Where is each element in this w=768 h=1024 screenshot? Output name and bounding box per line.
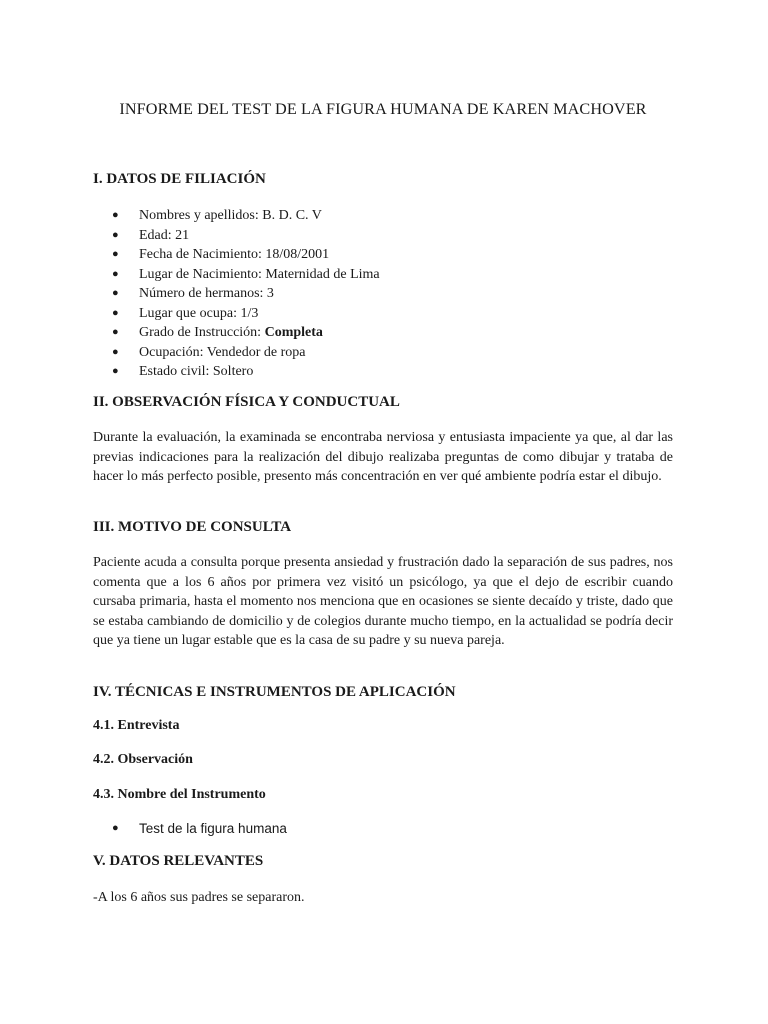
item-label: Ocupación: [139, 344, 204, 360]
section-heading-datos-relevantes: V. DATOS RELEVANTES [93, 853, 264, 869]
list-item [93, 206, 380, 226]
list-item [93, 284, 380, 304]
filiacion-list [93, 206, 380, 382]
list-item [93, 265, 380, 285]
motivo-paragraph: Paciente acuda a consulta porque presenta ansiedad y frustración dado la separación de sus padres, nos comenta que a los 6 años por primera vez visitó un psicólogo, ya que el dejo de escribir cuando cursaba primaria, hasta el momento nos menciona que en ocasiones se siente decaído y triste, dado que se estaba cambiando de domicilio y de colegios durante mucho tiempo, en la actualidad se podría decir que ya tiene un lugar estable que es la casa de su padre y su nueva pareja. [93, 555, 673, 649]
item-label: Fecha de Nacimiento: [139, 247, 262, 262]
item-label: Lugar que ocupa: [139, 305, 237, 321]
item-label: Número de hermanos: [139, 286, 264, 301]
bullet-icon: ● [112, 365, 119, 377]
bullet-icon: ● [112, 228, 119, 241]
subheading-instrumento: 4.3. Nombre del Instrumento [93, 787, 266, 802]
subheading-observacion: 4.2. Observación [93, 752, 193, 767]
item-value: 21 [175, 227, 190, 243]
datos-relevantes-text: -A los 6 años sus padres se separaron. [93, 890, 305, 905]
bullet-icon: ● [112, 306, 119, 319]
instrumento-list [93, 819, 287, 839]
bullet-icon: ● [112, 267, 119, 280]
item-value: Maternidad de Lima [265, 266, 380, 282]
section-heading-observacion: II. OBSERVACIÓN FÍSICA Y CONDUCTUAL [93, 394, 400, 410]
document-title: INFORME DEL TEST DE LA FIGURA HUMANA DE KAREN MACHOVER [119, 100, 647, 118]
bullet-icon: ● [112, 326, 119, 338]
item-label: Nombres y apellidos: [139, 208, 259, 223]
item-value: 18/08/2001 [265, 247, 330, 262]
item-value: 3 [266, 286, 274, 301]
document-page [93, 0, 673, 1024]
list-item [93, 819, 287, 839]
item-label: Grado de Instrucción: [139, 325, 262, 340]
list-item [93, 304, 380, 324]
bullet-icon: ● [112, 345, 119, 358]
section-heading-motivo-consulta: III. MOTIVO DE CONSULTA [93, 519, 292, 535]
item-value: Vendedor de ropa [206, 344, 306, 360]
item-value: Soltero [212, 364, 254, 379]
item-value: 1/3 [240, 305, 259, 321]
subheading-entrevista: 4.1. Entrevista [93, 718, 180, 733]
instrument-name: Test de la figura humana [139, 821, 287, 836]
section-heading-datos-filiacion: I. DATOS DE FILIACIÓN [93, 171, 266, 187]
list-item [93, 245, 380, 265]
bullet-icon: ● [112, 287, 119, 299]
item-label: Estado civil: [139, 364, 210, 379]
bullet-icon: ● [112, 822, 119, 834]
section-heading-tecnicas: IV. TÉCNICAS E INSTRUMENTOS DE APLICACIÓN [93, 684, 456, 700]
bullet-icon: ● [112, 209, 119, 221]
item-label: Lugar de Nacimiento: [139, 266, 262, 282]
observacion-paragraph: Durante la evaluación, la examinada se encontraba nerviosa y entusiasta impaciente ya que, al dar las previas indicaciones para la realización del dibujo realizaba preguntas de como dibujar y trataba de hacer lo más perfecto posible, presento más concentración en ver qué ambiente podría estar el dibujo. [93, 430, 673, 485]
list-item [93, 362, 380, 382]
item-label: Edad: [139, 227, 172, 243]
list-item [93, 323, 380, 343]
item-value: B. D. C. V [262, 208, 322, 223]
list-item [93, 226, 380, 246]
item-value: Completa [264, 325, 323, 340]
list-item [93, 343, 380, 363]
bullet-icon: ● [112, 248, 119, 260]
